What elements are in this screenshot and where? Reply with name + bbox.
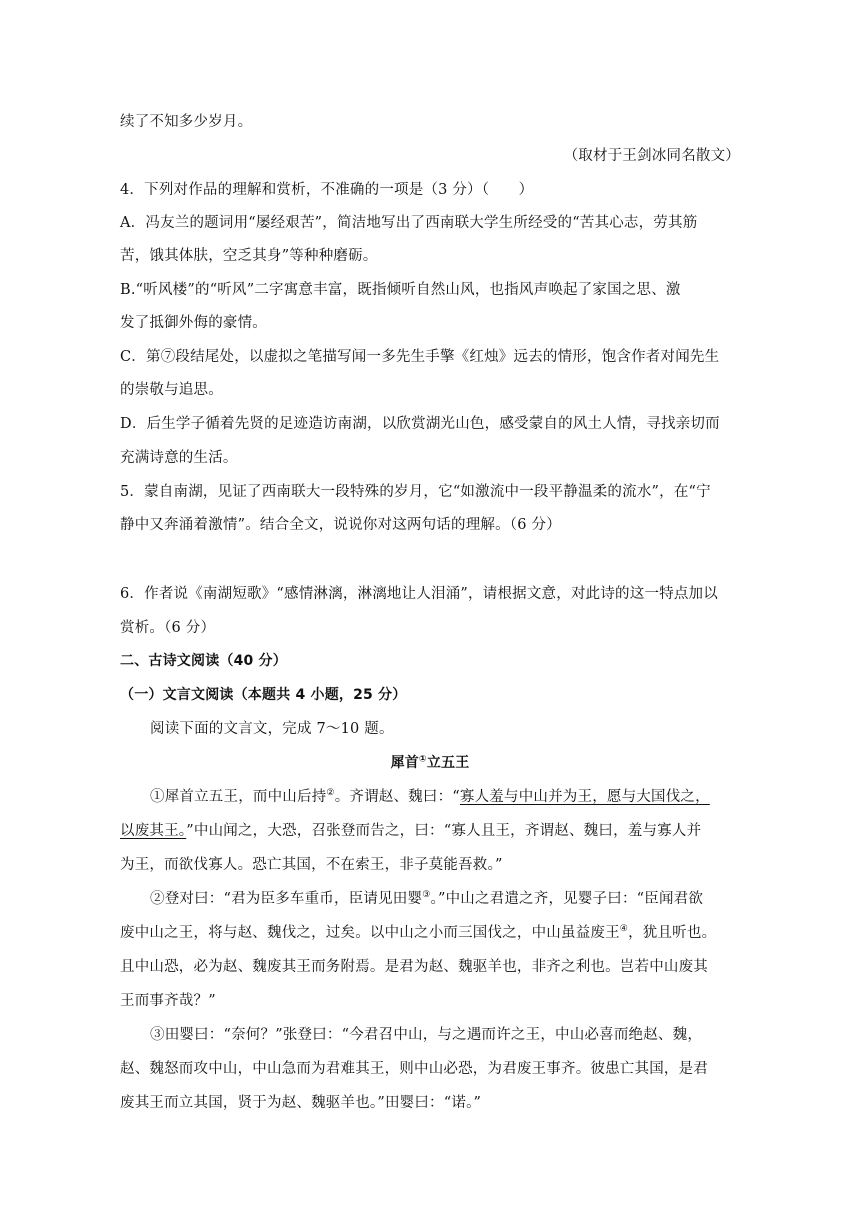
footnote-marker: ① xyxy=(418,754,427,765)
q4-option-c-line2: 的崇敬与追思。 xyxy=(120,382,223,398)
paragraph-1-line1 xyxy=(150,787,770,807)
text-span: 废中山之王，将与赵、魏伐之，过矣。以中山之小而三国伐之，中山虽益废王 xyxy=(120,925,620,941)
passage-title xyxy=(0,753,860,773)
q4-option-b-line2: 发了抵御外侮的豪情。 xyxy=(120,315,267,331)
paragraph-2-line1 xyxy=(150,889,770,909)
paragraph-3-line2: 赵、魏怒而攻中山，中山急而为君难其王，则中山必恐，为君废王事齐。彼患亡其国，是君 xyxy=(120,1061,708,1077)
underlined-sentence: 寡人羞与中山并为王，愿与大国伐之， xyxy=(459,789,710,805)
paragraph-2-line2 xyxy=(120,923,740,943)
q4-option-d-line2: 充满诗意的生活。 xyxy=(120,450,238,466)
paragraph-1-line2 xyxy=(120,821,740,841)
paragraph-3-line1: ③田婴曰：“奈何？”张登曰：“今君召中山，与之遇而许之王，中山必喜而绝赵、魏， xyxy=(150,1027,703,1043)
paragraph-3-line3: 废其王而立其国，贤于为赵、魏驱羊也。”田婴曰：“诺。” xyxy=(120,1095,482,1111)
underlined-sentence-end: 以废其王。 xyxy=(120,823,187,839)
q4-option-c-line1: C．第⑦段结尾处，以虚拟之笔描写闻一多先生手擎《红烛》远去的情形，饱含作者对闻先生 xyxy=(120,349,720,365)
passage-title-part2: 立五王 xyxy=(426,755,470,771)
paragraph-2-line4: 王而事齐哉？” xyxy=(120,993,216,1009)
source-note: （取材于王剑冰同名散文） xyxy=(563,148,740,164)
section-2-heading: 二、古诗文阅读（40 分） xyxy=(120,653,287,669)
reading-last-line: 续了不知多少岁月。 xyxy=(120,114,253,130)
footnote-marker: ③ xyxy=(422,890,431,901)
question-5-line1: 5．蒙自南湖，见证了西南联大一段特殊的岁月，它“如激流中一段平静温柔的流水”，在“宁 xyxy=(120,484,711,500)
question-5-line2: 静中又奔涌着激情”。结合全文，说说你对这两句话的理解。（6 分） xyxy=(120,517,561,533)
q4-option-a-line1: A．冯友兰的题词用“屡经艰苦”，简洁地写出了西南联大学生所经受的“苦其心志，劳其筋 xyxy=(120,215,698,231)
q4-option-a-line2: 苦，饿其体肤，空乏其身”等种种磨砺。 xyxy=(120,248,378,264)
question-6-line2: 赏析。（6 分） xyxy=(120,620,216,636)
question-6-line1: 6．作者说《南湖短歌》“感情淋漓，淋漓地让人泪涌”，请根据文意，对此诗的这一特点加以 xyxy=(120,586,718,602)
text-span: ②登对曰：“君为臣多车重币，臣请见田婴 xyxy=(150,891,423,907)
paragraph-1-line3: 为王，而欲伐寡人。恐亡其国，不在索王，非子莫能吾救。” xyxy=(120,857,503,873)
question-4-stem: 4．下列对作品的理解和赏析，不准确的一项是（3 分）（ ） xyxy=(120,182,534,198)
text-span: ①犀首立五王，而中山后持 xyxy=(150,789,327,805)
footnote-marker: ④ xyxy=(619,924,629,935)
paragraph-2-line3: 且中山恐，必为赵、魏废其王而务附焉。是君为赵、魏驱羊也，非齐之利也。岂若中山废其 xyxy=(120,959,708,975)
passage-title-part1: 犀首 xyxy=(390,755,419,771)
reading-instruction: 阅读下面的文言文，完成 7～10 题。 xyxy=(150,721,394,737)
q4-option-b-line1: B.“听风楼”的“听风”二字寓意丰富，既指倾听自然山风，也指风声唤起了家国之思、激 xyxy=(120,282,681,298)
subsection-heading: （一）文言文阅读（本题共 4 小题，25 分） xyxy=(120,687,407,703)
text-span: ，犹且听也。 xyxy=(628,925,717,941)
text-span: ”中山闻之，大恐，召张登而告之，曰：“寡人且王，齐谓赵、魏曰，羞与寡人并 xyxy=(186,823,702,839)
q4-option-d-line1: D．后生学子循着先贤的足迹造访南湖，以欣赏湖光山色，感受蒙自的风土人情，寻找亲切而 xyxy=(120,416,720,432)
text-span: 。”中山之君遣之齐，见婴子曰：“臣闻君欲 xyxy=(430,891,704,907)
footnote-marker: ② xyxy=(326,788,335,799)
text-span: 。齐谓赵、魏曰：“ xyxy=(334,789,460,805)
